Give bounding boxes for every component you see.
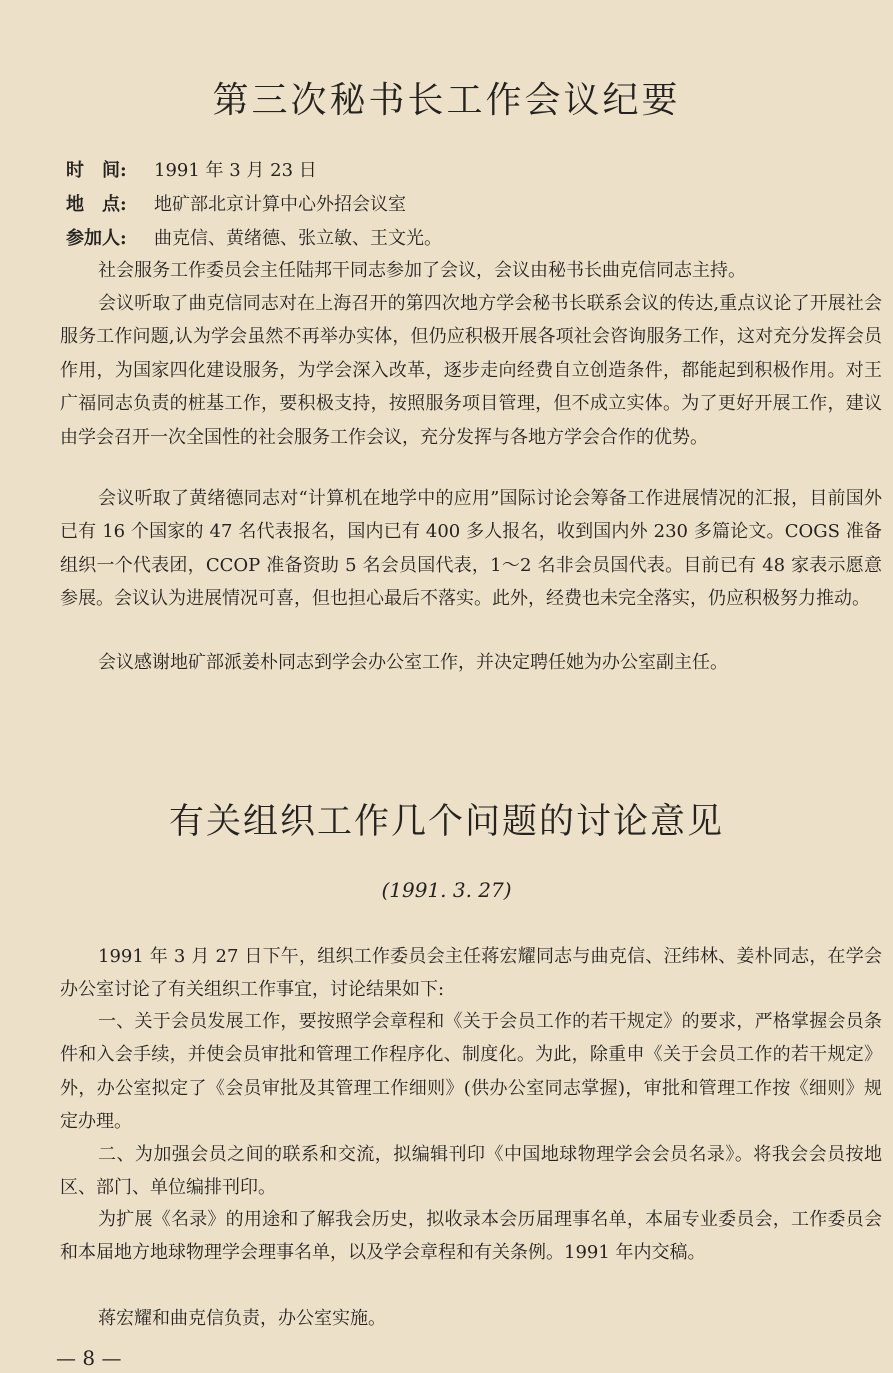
meeting-place — [66, 190, 406, 216]
meeting-time — [66, 156, 317, 182]
discussion-paragraph: 蒋宏耀和曲克信负责，办公室实施。 — [98, 1308, 386, 1329]
time-value: 1991 年 3 月 23 日 — [154, 160, 317, 181]
attendees-label: 参加人: — [66, 228, 127, 249]
minutes-paragraph: 会议感谢地矿部派姜朴同志到学会办公室工作，并决定聘任她为办公室副主任。 — [98, 652, 728, 673]
place-label: 地 点: — [66, 194, 127, 215]
time-label: 时 间: — [66, 160, 127, 181]
meeting-attendees — [66, 224, 442, 250]
minutes-paragraph: 会议听取了曲克信同志对在上海召开的第四次地方学会秘书长联系会议的传达,重点议论了开展社会服务工作问题,认为学会虽然不再举办实体，但仍应积极开展各项社会咨询服务工作，这对充分发挥会员作用，为国家四化建设服务，为学会深入改革，逐步走向经费自立创造条件，都能起到积极作用。对王广福同志负责的桩基工作，要积极支持，按照服务项目管理，但不成立实体。为了更好开展工作，建议由学会召开一次全国性的社会服务工作会议，充分发挥与各地方学会合作的优势。 — [60, 293, 882, 448]
discussion-title: 有关组织工作几个问题的讨论意见 — [168, 802, 724, 842]
minutes-title: 第三次秘书长工作会议纪要 — [212, 80, 681, 121]
discussion-paragraph: 二、为加强会员之间的联系和交流，拟编辑刊印《中国地球物理学会会员名录》。将我会会员按地区、部门、单位编排刊印。 — [60, 1144, 882, 1199]
discussion-paragraph: 为扩展《名录》的用途和了解我会历史，拟收录本会历届理事名单，本届专业委员会，工作委员会和本届地方地球物理学会理事名单，以及学会章程和有关条例。1991 年内交稿。 — [60, 1209, 882, 1264]
discussion-date: (1991. 3. 27) — [381, 878, 512, 902]
discussion-paragraph: 一、关于会员发展工作，要按照学会章程和《关于会员工作的若干规定》的要求，严格掌握会员条件和入会手续，并使会员审批和管理工作程序化、制度化。为此，除重申《关于会员工作的若干规定》外，办公室拟定了《会员审批及其管理工作细则》(供办公室同志掌握)，审批和管理工作按《细则》规定办理。 — [60, 1011, 882, 1133]
discussion-paragraph: 1991 年 3 月 27 日下午，组织工作委员会主任蒋宏耀同志与曲克信、汪纬林、姜朴同志，在学会办公室讨论了有关组织工作事宜，讨论结果如下: — [60, 946, 882, 1001]
attendees-value: 曲克信、黄绪德、张立敏、王文光。 — [154, 228, 442, 249]
page-number: — 8 — — [56, 1346, 122, 1370]
minutes-paragraph: 社会服务工作委员会主任陆邦干同志参加了会议，会议由秘书长曲克信同志主持。 — [98, 260, 746, 281]
minutes-paragraph: 会议听取了黄绪德同志对“计算机在地学中的应用”国际讨论会筹备工作进展情况的汇报，目前国外已有 16 个国家的 47 名代表报名，国内已有 400 多人报名，收到国内外 230 多篇论文。COGS 准备组织一个代表团，CCOP 准备资助 5 名会员国代表，1～2 名非会员国代表。目前已有 48 家表示愿意参展。会议认为进展情况可喜，但也担心最后不落实。此外，经费也未完全落实，仍应积极努力推动。 — [60, 488, 882, 610]
place-value: 地矿部北京计算中心外招会议室 — [154, 194, 406, 215]
